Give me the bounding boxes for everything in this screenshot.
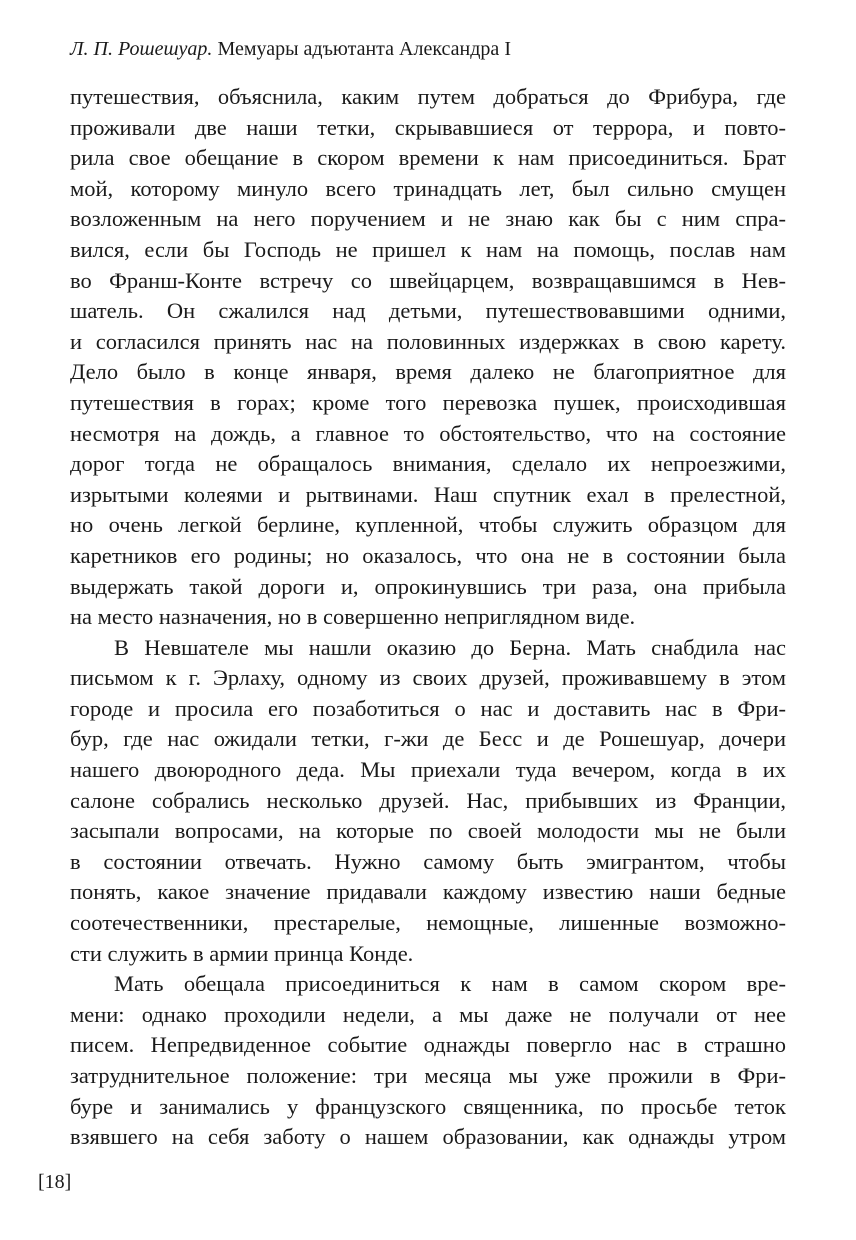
text-line: возложенным на него поручением и не знаю как бы с ним спра- (70, 206, 786, 232)
text-line: понять, какое значение придавали каждому известию наши бедные (70, 879, 786, 905)
running-head-title: Мемуары адъютанта Александра I (217, 38, 511, 60)
text-line: мой, которому минуло всего тринадцать лет, был сильно смущен (70, 175, 786, 201)
page-number: [18] (38, 1171, 72, 1193)
running-head (70, 36, 511, 62)
text-line: бур, где нас ожидали тетки, г-жи де Бесс и де Рошешуар, дочери (70, 726, 786, 752)
text-line: в состоянии отвечать. Нужно самому быть эмигрантом, чтобы (70, 848, 786, 874)
text-line: шатель. Он сжалился над детьми, путешествовавшими одними, (70, 298, 786, 324)
text-line: письмом к г. Эрлаху, одному из своих друзей, проживавшему в этом (70, 665, 786, 691)
text-line: на место назначения, но в совершенно неприглядном виде. (70, 604, 636, 630)
text-line: несмотря на дождь, а главное то обстоятельство, что на состояние (70, 420, 786, 446)
text-line: писем. Непредвиденное событие однажды повергло нас в страшно (70, 1032, 786, 1058)
text-line: дорог тогда не обращалось внимания, сделало их непроезжими, (70, 451, 786, 477)
text-line: городе и просила его позаботиться о нас и доставить нас в Фри- (70, 695, 786, 721)
text-line: Дело было в конце января, время далеко не благоприятное для (70, 359, 786, 385)
text-line: засыпали вопросами, на которые по своей молодости мы не были (70, 818, 786, 844)
text-line: каретников его родины; но оказалось, что она не в состоянии была (70, 542, 786, 568)
text-line: и согласился принять нас на половинных издержках в свою карету. (70, 328, 786, 354)
text-line: Мать обещала присоединиться к нам в самом скором вре- (114, 971, 786, 997)
text-line: сти служить в армии принца Конде. (70, 940, 414, 966)
text-line: буре и занимались у французского священника, по просьбе теток (70, 1093, 786, 1119)
text-line: рила свое обещание в скором времени к нам присоединиться. Брат (70, 145, 786, 171)
text-line: салоне собрались несколько друзей. Нас, прибывших из Франции, (70, 787, 786, 813)
text-line: путешествия в горах; кроме того перевозка пушек, происходившая (70, 389, 786, 415)
text-line: В Невшателе мы нашли оказию до Берна. Мать снабдила нас (114, 634, 786, 660)
text-line: мени: однако проходили недели, а мы даже не получали от нее (70, 1001, 786, 1027)
text-line: нашего двоюродного деда. Мы приехали туда вечером, когда в их (70, 757, 786, 783)
text-line: во Франш-Конте встречу со швейцарцем, возвращавшимся в Нев- (70, 267, 786, 293)
text-line: но очень легкой берлине, купленной, чтобы служить образцом для (70, 512, 786, 538)
text-line: затруднительное положение: три месяца мы уже прожили в Фри- (70, 1063, 786, 1088)
text-line: вился, если бы Господь не пришел к нам на помощь, послав нам (70, 236, 786, 262)
text-line: проживали две наши тетки, скрывавшиеся от террора, и повто- (70, 114, 786, 140)
text-line: взявшего на себя заботу о нашем образовании, как однажды утром (70, 1124, 786, 1150)
text-line: изрытыми колеями и рытвинами. Наш спутник ехал в прелестной, (70, 481, 786, 507)
text-line: путешествия, объяснила, каким путем добраться до Фрибура, где (70, 84, 786, 109)
running-head-author: Л. П. Рошешуар. (70, 38, 213, 60)
text-line: соотечественники, престарелые, немощные, лишенные возможно- (70, 910, 786, 936)
text-line: выдержать такой дороги и, опрокинувшись три раза, она прибыла (70, 573, 786, 599)
body-text (70, 82, 786, 1153)
